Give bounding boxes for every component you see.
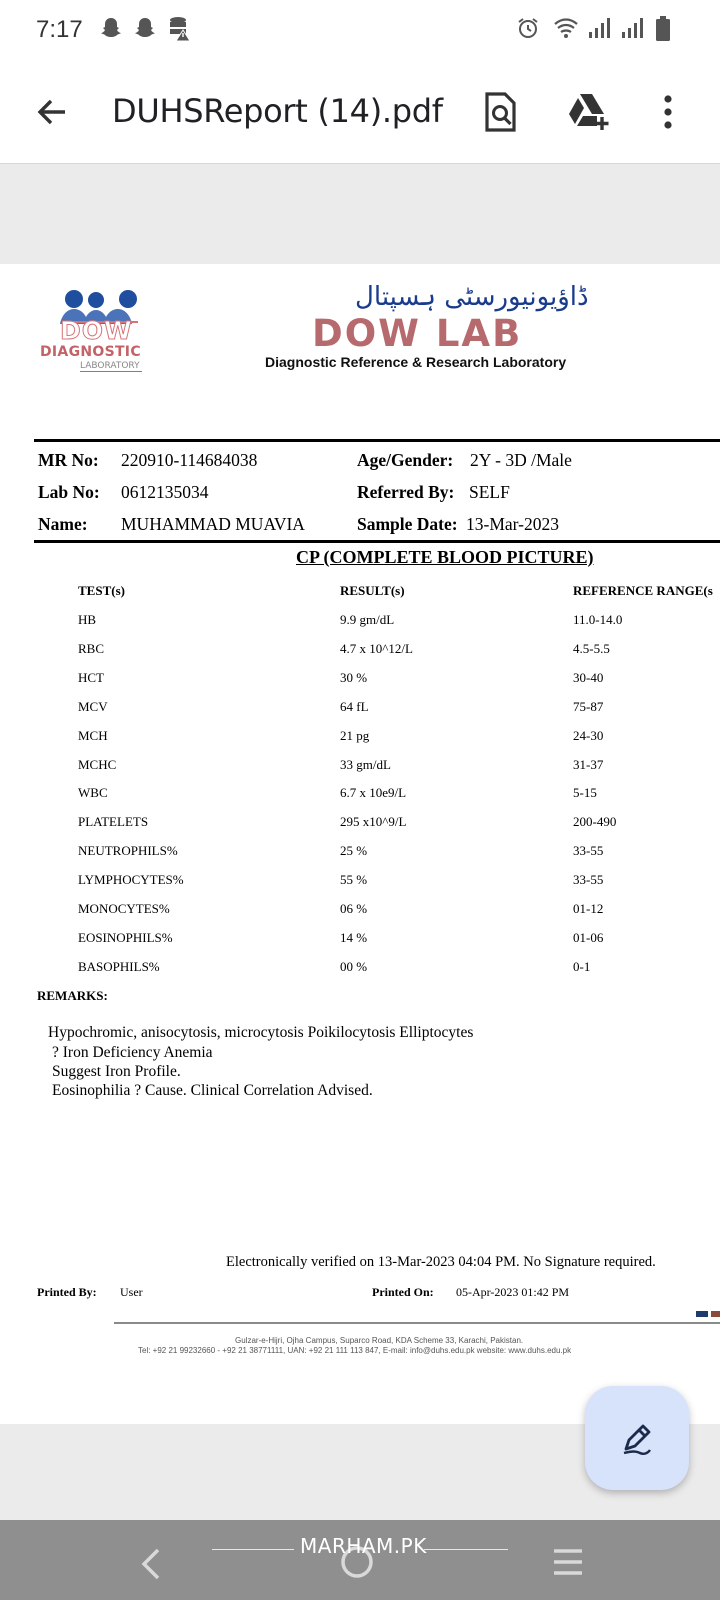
printed-by-label: Printed By: [37, 1285, 97, 1299]
lab-name: DOW LAB [312, 312, 523, 355]
test-result: 14 % [340, 929, 368, 945]
name-label: Name: [38, 514, 88, 534]
reference-range: 5-15 [573, 785, 597, 801]
signal-icon [587, 16, 611, 40]
test-name: LYMPHOCYTES% [78, 872, 184, 888]
app-bar [0, 62, 720, 164]
status-time: 7:17 [36, 16, 83, 43]
column-header-result: RESULT(s) [340, 583, 405, 598]
find-in-document-button[interactable] [472, 84, 528, 140]
test-name: EOSINOPHILS% [78, 929, 173, 945]
test-result: 30 % [340, 669, 368, 685]
nav-back-icon[interactable] [138, 1548, 164, 1580]
test-name: MCV [78, 698, 108, 714]
footer-divider [114, 1322, 720, 1324]
test-name: HB [78, 612, 97, 627]
test-result: 33 gm/dL [340, 756, 391, 772]
test-result: 295 x10^9/L [340, 814, 407, 830]
wifi-icon [553, 16, 579, 40]
battery-icon [655, 16, 671, 42]
test-name: RBC [78, 640, 105, 656]
reference-range: 75-87 [573, 698, 604, 714]
contact-line: Tel: +92 21 99232660 - +92 21 38771111, UAN: +92 21 111 113 847, E-mail: info@duhs.edu.pk website: www.duhs.edu.pk [138, 1346, 572, 1355]
back-arrow-icon [35, 95, 69, 129]
test-name: MONOCYTES% [78, 901, 170, 916]
edit-annotate-button[interactable] [585, 1386, 689, 1490]
mr-value: 220910-114684038 [121, 450, 258, 470]
name-value: MUHAMMAD MUAVIA [121, 514, 305, 534]
referred-label: Referred By: [357, 482, 455, 502]
verification-note: Electronically verified on 13-Mar-2023 04:04 PM. No Signature required. [226, 1254, 656, 1270]
snapchat-icon [100, 16, 122, 40]
reference-range: 33-55 [573, 843, 604, 859]
dow-diagnostic-logo [38, 286, 168, 374]
age-label: Age/Gender: [357, 450, 454, 470]
system-navigation-bar [0, 1520, 720, 1600]
referred-value: SELF [469, 482, 510, 502]
reference-range: 24-30 [573, 727, 604, 743]
reference-range: 31-37 [573, 756, 604, 772]
test-result: 25 % [340, 843, 368, 859]
reference-range: 33-55 [573, 872, 604, 888]
lab-no-value: 0612135034 [121, 482, 209, 502]
remark-line: Hypochromic, anisocytosis, microcytosis Poikilocytosis Elliptocytes [48, 1024, 474, 1041]
watermark-line [212, 1549, 294, 1550]
watermark-line [424, 1549, 508, 1550]
footer-color-mark [696, 1311, 708, 1317]
address-line: Gulzar-e-Hijri, Ojha Campus, Suparco Road, KDA Scheme 33, Karachi, Pakistan. [235, 1336, 524, 1345]
lab-no-label: Lab No: [38, 482, 100, 502]
urdu-hospital-name: ڈاؤیونیورسٹی ہسپتال [355, 282, 589, 312]
test-result: 6.7 x 10e9/L [340, 785, 407, 801]
test-name: MCH [78, 727, 108, 743]
printed-on-label: Printed On: [372, 1285, 434, 1299]
signal-icon [620, 16, 644, 40]
printed-on-value: 05-Apr-2023 01:42 PM [456, 1285, 570, 1299]
watermark: MARHAM.PK [300, 1534, 427, 1558]
remark-line: ? Iron Deficiency Anemia [52, 1044, 213, 1061]
sample-date-label: Sample Date: [357, 514, 458, 534]
nav-recents-icon[interactable] [552, 1548, 584, 1576]
test-result: 06 % [340, 901, 368, 916]
test-result: 4.7 x 10^12/L [340, 640, 413, 656]
reference-range: 01-12 [573, 901, 604, 916]
snapchat-icon [134, 16, 156, 40]
test-result: 55 % [340, 872, 368, 888]
mr-label: MR No: [38, 450, 99, 470]
test-name: NEUTROPHILS% [78, 843, 178, 859]
column-header-test: TEST(s) [78, 583, 125, 598]
status-bar [0, 0, 720, 62]
test-result: 00 % [340, 958, 368, 974]
remark-line: Suggest Iron Profile. [52, 1063, 181, 1080]
reference-range: 11.0-14.0 [573, 612, 623, 627]
reference-range: 4.5-5.5 [573, 640, 610, 656]
divider [34, 540, 720, 543]
column-header-range: REFERENCE RANGE(s [573, 583, 713, 598]
alarm-icon [516, 16, 540, 40]
reference-range: 30-40 [573, 669, 604, 685]
sample-date-value: 13-Mar-2023 [466, 514, 559, 534]
test-name: BASOPHILS% [78, 958, 160, 974]
reference-range: 0-1 [573, 958, 591, 974]
back-button[interactable] [24, 84, 80, 140]
storage-alert-icon [168, 16, 192, 42]
test-name: MCHC [78, 756, 117, 772]
logo-letters: DOW [60, 316, 133, 345]
more-options-button[interactable] [640, 84, 696, 140]
divider [34, 439, 720, 442]
search-document-icon [483, 92, 517, 132]
age-value: 2Y - 3D /Male [470, 450, 572, 470]
add-to-drive-button[interactable] [560, 84, 616, 140]
reference-range: 200-490 [573, 814, 617, 830]
test-result: 9.9 gm/dL [340, 612, 395, 627]
edit-pen-icon [618, 1419, 656, 1457]
test-result: 21 pg [340, 727, 370, 743]
remarks-label: REMARKS: [37, 988, 108, 1003]
logo-word-diagnostic: DIAGNOSTIC [40, 344, 141, 360]
pdf-page[interactable] [0, 264, 720, 1424]
drive-add-icon [566, 92, 610, 132]
logo-word-laboratory: LABORATORY [80, 361, 140, 371]
footer-color-mark [711, 1311, 720, 1317]
lab-subtitle: Diagnostic Reference & Research Laboratory [265, 354, 567, 370]
test-name: WBC [78, 785, 108, 801]
reference-range: 01-06 [573, 929, 604, 945]
test-name: HCT [78, 669, 104, 685]
test-name: PLATELETS [78, 814, 149, 830]
report-title: CP (COMPLETE BLOOD PICTURE) [296, 547, 594, 567]
more-vert-icon [663, 95, 673, 129]
test-result: 64 fL [340, 698, 369, 714]
document-title: DUHSReport (14).pdf [112, 92, 443, 130]
remark-line: Eosinophilia ? Cause. Clinical Correlation Advised. [52, 1082, 373, 1099]
printed-by-value: User [120, 1285, 143, 1299]
